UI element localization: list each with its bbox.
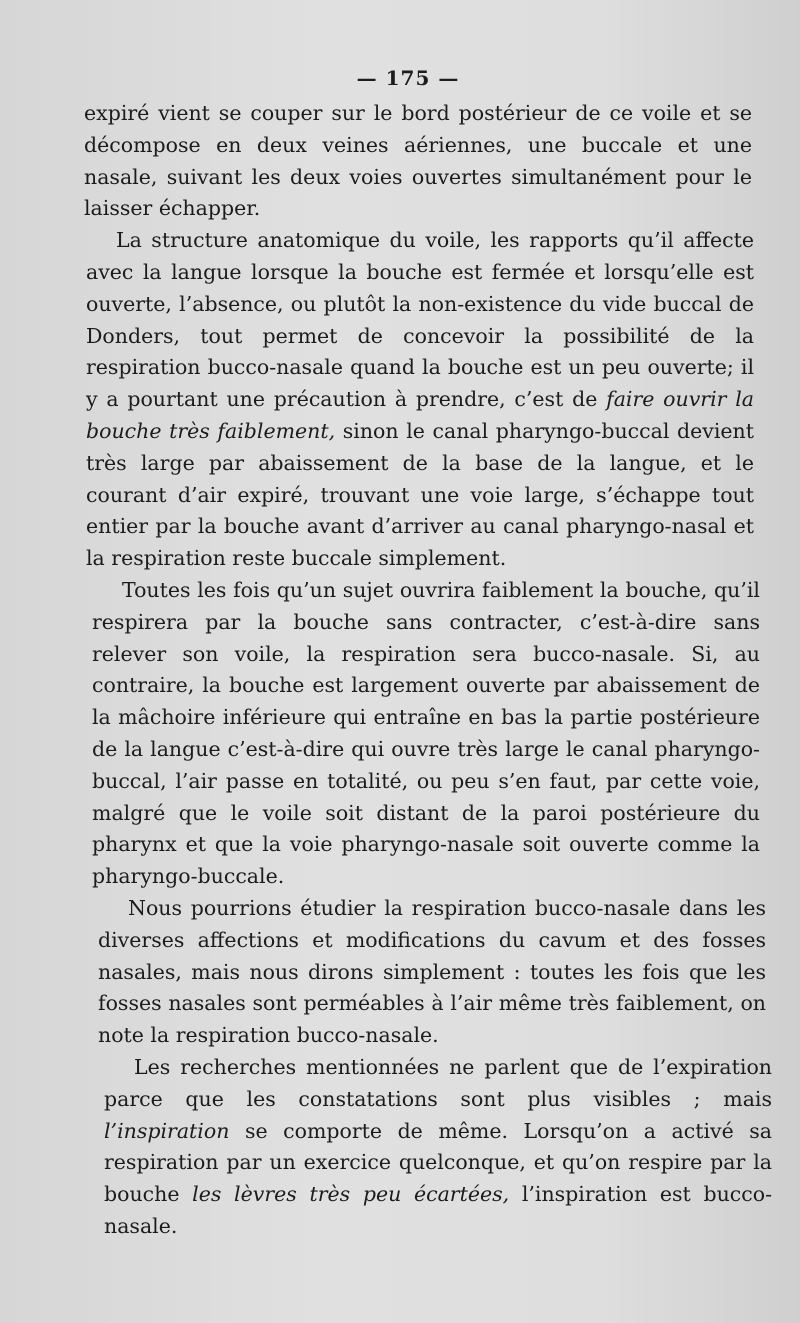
paragraph-text: sinon le canal pharyngo-buccal devient très large par abaissement de la base de la langue, et le courant d’air expiré, trouvant une voie large, s’échappe tout entier par la bouche avant d’arriver au canal pharyngo-nasal et la respiration reste buccale simplement.	[86, 418, 754, 571]
paragraph-text: Toutes les fois qu’un sujet ouvrira faiblement la bouche, qu’il respirera par la bouche sans contracter, c’est-à-dire sans relever son voile, la respiration sera bucco-nasale. Si, au contraire, la bouche est largement ouverte par abaissement de la mâchoire inférieure qui entraîne en bas la partie postérieure de la langue c’est-à-dire qui ouvre très large le canal pharyngo-buccal, l’air passe en totalité, ou peu s’en faut, par cette voie, malgré que le voile soit distant de la paroi postérieure du pharynx et que la voie pharyngo-nasale soit ouverte comme la pharyngo-buccale.	[92, 577, 760, 889]
paragraph-continuation	[84, 98, 752, 225]
paragraph-text: expiré vient se couper sur le bord postérieur de ce voile et se décompose en deux veines aériennes, une buccale et une nasale, suivant les deux voies ouvertes simultanément pour le laisser échapper.	[84, 101, 752, 221]
italic-phrase: faire ouvrir la bouche très faiblement,	[86, 387, 754, 443]
paragraph-text: Les recherches mentionnées ne parlent que de l’expiration parce que les constatations sont plus visibles ; mais	[104, 1054, 772, 1111]
paragraph-text: Nous pourrions étudier la respiration bucco-nasale dans les diverses affections et modifications du cavum et des fosses nasales, mais nous dirons simplement : toutes les fois que les fosses nasales sont perméables à l’air même très faiblement, on note la respiration bucco-nasale.	[98, 895, 766, 1048]
italic-phrase: l’inspiration	[104, 1118, 230, 1143]
page-number: — 175 —	[356, 66, 460, 90]
paragraph-toutes-les-fois	[92, 575, 760, 893]
paragraph-text: l’inspiration est bucco-nasale.	[104, 1182, 773, 1238]
italic-phrase: les lèvres très peu écartées,	[192, 1182, 510, 1207]
paragraph-les-recherches	[104, 1052, 772, 1243]
paragraph-voile-structure	[86, 225, 754, 575]
paragraph-text: La structure anatomique du voile, les rapports qu’il affecte avec la langue lorsque la bouche est fermée et lorsqu’elle est ouverte, l’absence, ou plutôt la non-existence du vide buccal de Donders, tout permet de concevoir la possibilité de la respiration bucco-nasale quand la bouche est un peu ouverte; il y a pourtant une précaution à prendre, c’est de	[86, 228, 754, 412]
paragraph-text: se comporte de même. Lorsqu’on a activé sa respiration par un exercice quelconque, et qu’on respire par la bouche	[104, 1118, 772, 1207]
paragraph-nous-pourrions	[98, 893, 766, 1052]
